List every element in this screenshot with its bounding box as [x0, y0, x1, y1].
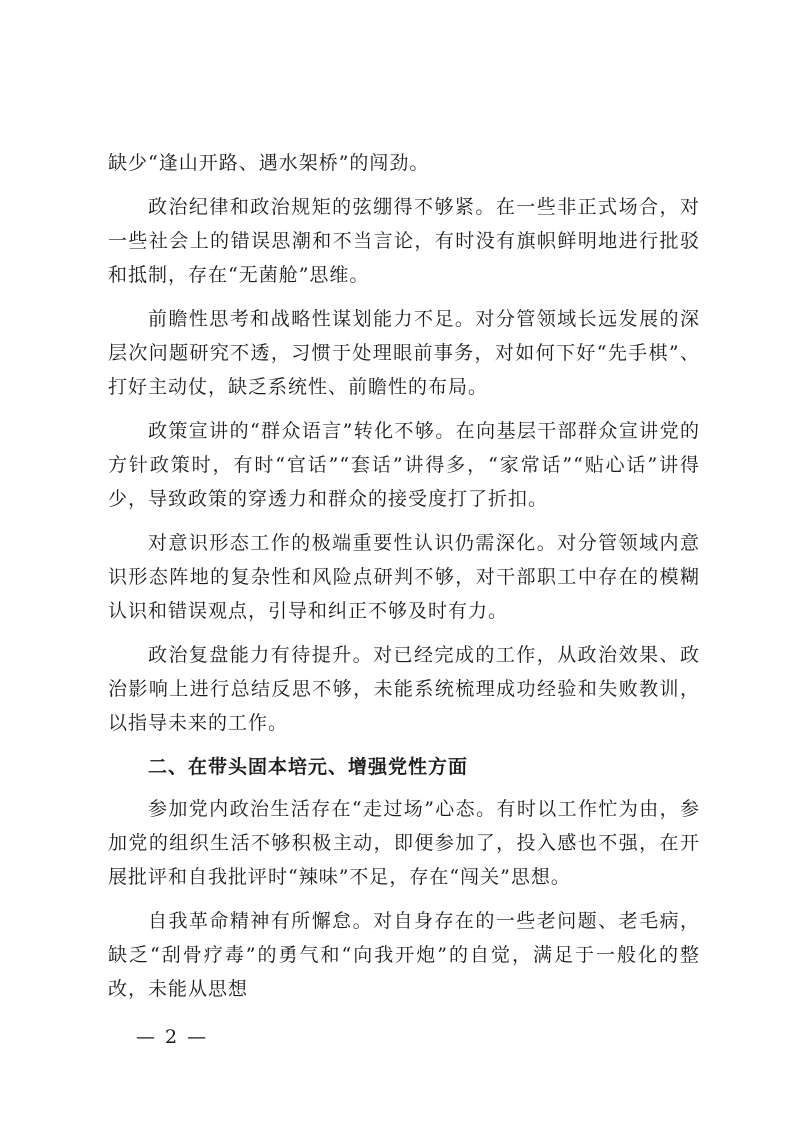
- paragraph-party-life: 参加党内政治生活存在“走过场”心态。有时以工作忙为由，参加党的组织生活不够积极主动，即便参加了，投入感也不强，在开展批评和自我批评时“辣味”不足，存在“闯关”思想。: [108, 798, 700, 888]
- paragraph-political-discipline: 政治纪律和政治规矩的弦绷得不够紧。在一些非正式场合，对一些社会上的错误思潮和不当言论，有时没有旗帜鲜明地进行批驳和抵制，存在“无菌舱”思维。: [108, 196, 700, 286]
- paragraph-self-revolution: 自我革命精神有所懈怠。对自身存在的一些老问题、老毛病，缺乏“刮骨疗毒”的勇气和“向我开炮”的自觉，满足于一般化的整改，未能从思想: [108, 910, 700, 1000]
- paragraph-policy-language: 政策宣讲的“群众语言”转化不够。在向基层干部群众宣讲党的方针政策时，有时“官话”“套话”讲得多，“家常话”“贴心话”讲得少，导致政策的穿透力和群众的接受度打了折扣。: [108, 420, 700, 510]
- paragraph-strategic-planning: 前瞻性思考和战略性谋划能力不足。对分管领域长远发展的深层次问题研究不透，习惯于处理眼前事务，对如何下好“先手棋”、打好主动仗，缺乏系统性、前瞻性的布局。: [108, 308, 700, 398]
- paragraph-continued: 缺少“逢山开路、遇水架桥”的闯劲。: [108, 152, 430, 174]
- paragraph-political-review: 政治复盘能力有待提升。对已经完成的工作，从政治效果、政治影响上进行总结反思不够，未能系统梳理成功经验和失败教训，以指导未来的工作。: [108, 644, 700, 734]
- document-body: [108, 146, 700, 1016]
- paragraph-ideology-work: 对意识形态工作的极端重要性认识仍需深化。对分管领域内意识形态阵地的复杂性和风险点研判不够，对干部职工中存在的模糊认识和错误观点，引导和纠正不够及时有力。: [108, 532, 700, 622]
- page-number: — 2 —: [136, 1026, 209, 1048]
- section-heading: 二、在带头固本培元、增强党性方面: [148, 756, 469, 778]
